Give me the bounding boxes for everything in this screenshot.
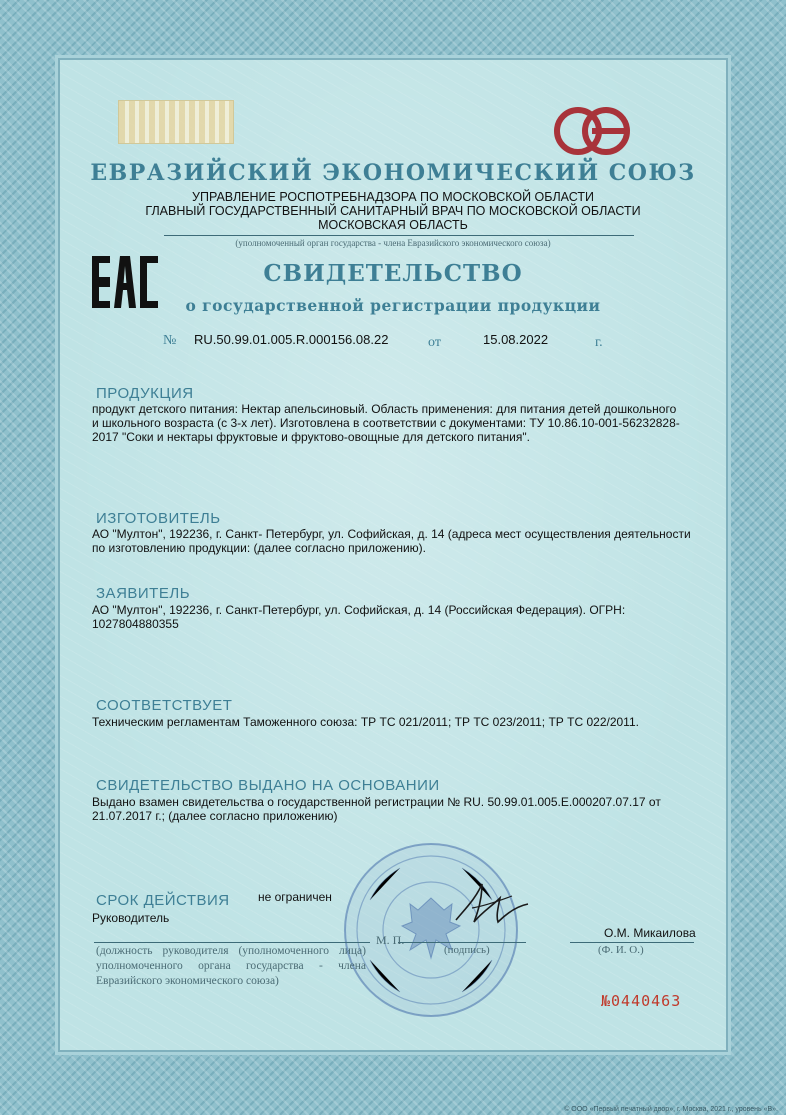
year-suffix: г.	[595, 335, 603, 350]
certificate-subtitle: о государственной регистрации продукции	[185, 296, 601, 315]
basis-line-1: Выдано взамен свидетельства о государственной регистрации № RU. 50.99.01.005.Е.000207.07.17 от	[92, 795, 661, 809]
compliance-heading: СООТВЕТСТВУЕТ	[96, 697, 233, 714]
printer-note: © ООО «Первый печатный двор», г. Москва, 2021 г., уровень «В».	[564, 1106, 778, 1113]
se-emblem-icon	[548, 96, 638, 166]
applicant-text	[92, 603, 692, 631]
signature-scribble	[452, 878, 532, 928]
certificate-date: 15.08.2022	[483, 332, 549, 347]
validity-heading: СРОК ДЕЙСТВИЯ	[96, 892, 230, 909]
validity-value: не ограничен	[258, 890, 332, 904]
number-label: №	[163, 333, 177, 348]
basis-line-2: 21.07.2017 г.; (далее согласно приложению)	[92, 809, 338, 823]
product-line-1: продукт детского питания: Нектар апельсиновый. Область применения: для питания детей дошкольного	[92, 402, 677, 416]
serial-number: №0440463	[601, 992, 682, 1010]
manufacturer-heading: ИЗГОТОВИТЕЛЬ	[96, 510, 221, 527]
position-rule	[94, 942, 370, 943]
authority-line-1: УПРАВЛЕНИЕ РОСПОТРЕБНАДЗОРА ПО МОСКОВСКОЙ ОБЛАСТИ	[192, 190, 594, 204]
product-line-3: 2017 "Соки и нектары фруктовые и фруктово-овощные для детского питания".	[92, 430, 530, 444]
name-label: (Ф. И. О.)	[598, 944, 644, 956]
authority-rule	[164, 235, 634, 236]
product-text	[92, 402, 692, 444]
union-title: ЕВРАЗИЙСКИЙ ЭКОНОМИЧЕСКИЙ СОЮЗ	[90, 160, 696, 186]
applicant-heading: ЗАЯВИТЕЛЬ	[96, 585, 191, 602]
product-heading: ПРОДУКЦИЯ	[96, 385, 194, 402]
position-note: (должность руководителя (уполномоченного лица) уполномоченного органа государства - члена Евразийского экономического союза)	[96, 945, 366, 987]
official-seal-stamp	[340, 840, 522, 1020]
applicant-line-1: АО "Мултон", 192236, г. Санкт-Петербург, ул. Софийская, д. 14 (Российская Федерация). ОГРН:	[92, 603, 626, 617]
stamp-label: М. П.	[376, 933, 405, 947]
applicant-line-2: 1027804880355	[92, 617, 179, 631]
name-rule	[570, 942, 694, 943]
manufacturer-line-2: по изготовлению продукции: (далее согласно приложению).	[92, 541, 426, 555]
manufacturer-line-1: АО "Мултон", 192236, г. Санкт- Петербург, ул. Софийская, д. 14 (адреса мест осуществления деятельности	[92, 527, 691, 541]
authorized-body-note: (уполномоченный орган государства - члена Евразийского экономического союза)	[235, 238, 551, 248]
product-line-2: и школьного возраста (с 3-х лет). Изготовлена в соответствии с документами: ТУ 10.86.10-001-56232828-	[92, 416, 680, 430]
date-label: от	[428, 335, 441, 350]
signature-rule	[398, 942, 526, 943]
signer-name: О.М. Микаилова	[604, 926, 696, 940]
compliance-text	[92, 715, 692, 729]
manufacturer-text	[92, 527, 692, 555]
authority-line-3: МОСКОВСКАЯ ОБЛАСТЬ	[318, 218, 468, 232]
signature-label: (подпись)	[444, 944, 490, 956]
authority-line-2: ГЛАВНЫЙ ГОСУДАРСТВЕННЫЙ САНИТАРНЫЙ ВРАЧ ПО МОСКОВСКОЙ ОБЛАСТИ	[145, 204, 641, 218]
basis-text	[92, 795, 692, 823]
compliance-line-1: Техническим регламентам Таможенного союза: ТР ТС 021/2011; ТР ТС 023/2011; ТР ТС 022/2011.	[92, 715, 639, 729]
certificate-number: RU.50.99.01.005.R.000156.08.22	[194, 332, 389, 347]
basis-heading: СВИДЕТЕЛЬСТВО ВЫДАНО НА ОСНОВАНИИ	[96, 777, 440, 794]
hologram-strip	[118, 100, 234, 144]
signer-role: Руководитель	[92, 911, 170, 925]
certificate-title: СВИДЕТЕЛЬСТВО	[263, 260, 523, 287]
